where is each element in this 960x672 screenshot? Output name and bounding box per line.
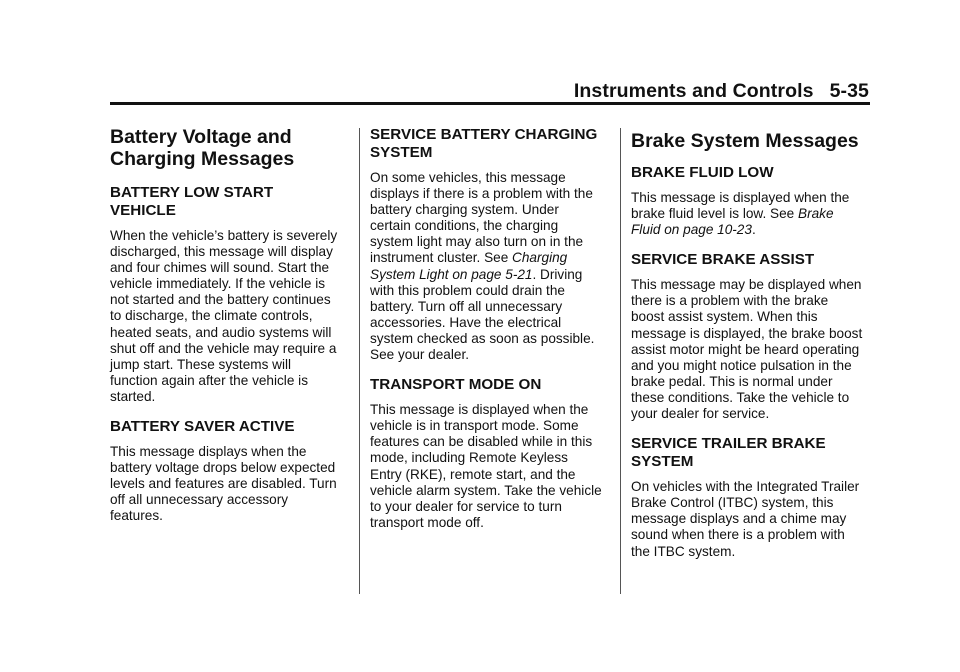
subsection-body <box>370 170 602 363</box>
body-text: . <box>751 222 756 238</box>
subsection-title: TRANSPORT MODE ON <box>370 376 542 394</box>
subsection-body: When the vehicle’s battery is severely discharged, this message will display and four chimes will sound. Start the vehicle immediately. If the vehicle is not started and the battery continues to discharge, the climate controls, heated seats, and audio systems will shut off and the vehicle may require a jump start. These systems will function again after the vehicle is started. <box>110 228 338 404</box>
subsection-body: On vehicles with the Integrated Trailer Brake Control (ITBC) system, this message displays and a chime may sound when there is a problem with the ITBC system. <box>631 479 860 559</box>
column-3 <box>631 126 863 560</box>
section-heading: Brake System Messages <box>631 130 859 152</box>
section-heading: Battery Voltage and Charging Messages <box>110 126 295 170</box>
section-title: Instruments and Controls <box>573 80 814 102</box>
subsection-body <box>631 190 863 238</box>
subsection-title: SERVICE BRAKE ASSIST <box>631 251 815 269</box>
column-divider <box>620 128 621 594</box>
subsection-title: SERVICE TRAILER BRAKE SYSTEM <box>631 435 826 471</box>
page-header <box>574 80 869 103</box>
subsection-body: This message is displayed when the vehicle is in transport mode. Some features can be disabled while in this mode, including Remote Keyless Entry (RKE), remote start, and the vehicle alarm system. Take the vehicle to your dealer for service to turn transport mode off. <box>370 402 602 530</box>
subsection-title: BATTERY SAVER ACTIVE <box>110 418 295 436</box>
header-rule <box>110 102 870 105</box>
body-text: This message is displayed when the brake fluid level is low. See <box>631 190 850 222</box>
page-number: 5-35 <box>829 80 869 102</box>
cross-reference-link[interactable]: Brake Fluid on page 10-23 <box>631 206 834 238</box>
cross-reference-link[interactable]: Charging System Light on page 5-21 <box>370 250 568 282</box>
column-2 <box>370 126 602 531</box>
subsection-body: This message may be displayed when there is a problem with the brake boost assist system. When this message is displayed, the brake boost assist motor might be heard operating and you might notice pulsation in the brake pedal. This is normal under these conditions. Take the vehicle to your dealer for service. <box>631 277 863 422</box>
subsection-body: This message displays when the battery voltage drops below expected levels and features are disabled. Turn off all unnecessary accessory features. <box>110 444 337 524</box>
column-1 <box>110 126 342 525</box>
column-divider <box>359 128 360 594</box>
subsection-title: BATTERY LOW START VEHICLE <box>110 184 274 219</box>
body-text: On some vehicles, this message displays if there is a problem with the battery charging system. Under certain conditions, the charging system light may also turn on in the instrument cluster. See <box>370 170 593 266</box>
subsection-title: SERVICE BATTERY CHARGING SYSTEM <box>370 126 598 161</box>
subsection-title: BRAKE FLUID LOW <box>631 164 774 181</box>
body-text: . Driving with this problem could drain the battery. Turn off all unnecessary accessories. Have the electrical system checked as soon as possible. See your dealer. <box>370 266 595 363</box>
